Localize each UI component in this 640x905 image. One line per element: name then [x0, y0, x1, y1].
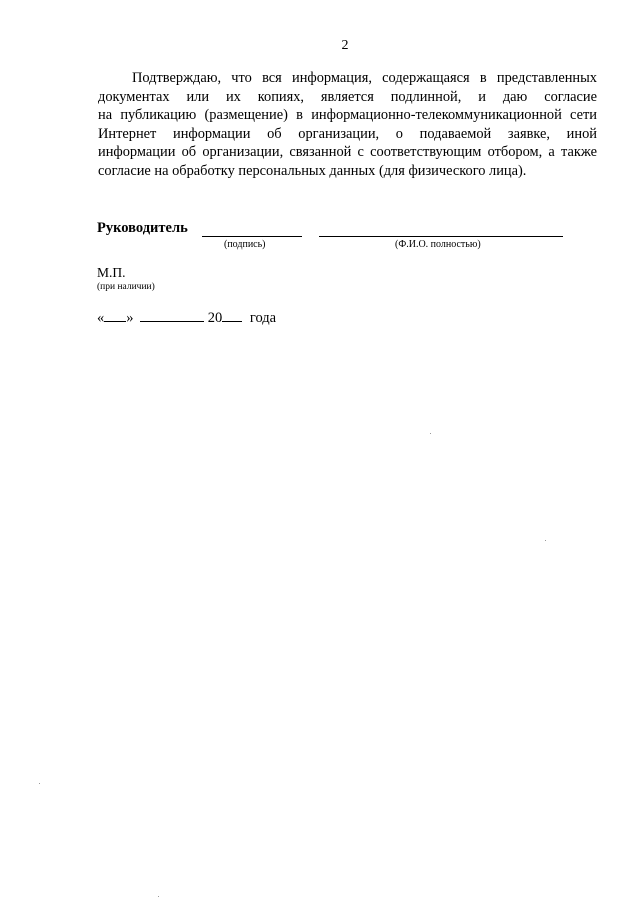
stamp-note: (при наличии): [97, 282, 155, 292]
full-name-caption: (Ф.И.О. полностью): [395, 239, 481, 250]
year-century: 20: [207, 310, 223, 326]
scan-speck: [158, 896, 159, 897]
full-name-blank-line: [319, 222, 563, 237]
paragraph-line: информации об организации, связанной с соответствующим отбором, а также: [98, 144, 597, 160]
month-blank: [140, 309, 204, 322]
page-number: 2: [341, 38, 349, 53]
scan-speck: [39, 783, 40, 784]
paragraph-line: Подтверждаю, что вся информация, содержащаяся в представленных: [132, 70, 597, 86]
signature-block: [97, 220, 577, 256]
stamp-label: М.П.: [97, 265, 126, 280]
year-blank: [222, 309, 242, 322]
signature-blank-line: [202, 222, 302, 237]
date-line: [97, 309, 276, 327]
paragraph-line: Интернет информации об организации, о подаваемой заявке, иной: [98, 125, 597, 142]
scan-speck: [545, 540, 546, 541]
day-blank: [104, 309, 126, 322]
consent-paragraph: [98, 69, 597, 180]
date-open-quote: «: [97, 310, 105, 326]
paragraph-line: на публикацию (размещение) в информационно-телекоммуникационной сети: [98, 107, 597, 123]
signer-title: Руководитель: [97, 220, 188, 236]
paragraph-line: документах или их копиях, является подлинной, и даю согласие: [98, 88, 597, 105]
paragraph-line: согласие на обработку персональных данных (для физического лица).: [98, 162, 527, 179]
year-word: года: [249, 310, 277, 326]
scan-speck: [430, 433, 431, 434]
date-close-quote: »: [126, 310, 134, 326]
signature-caption: (подпись): [224, 239, 266, 250]
